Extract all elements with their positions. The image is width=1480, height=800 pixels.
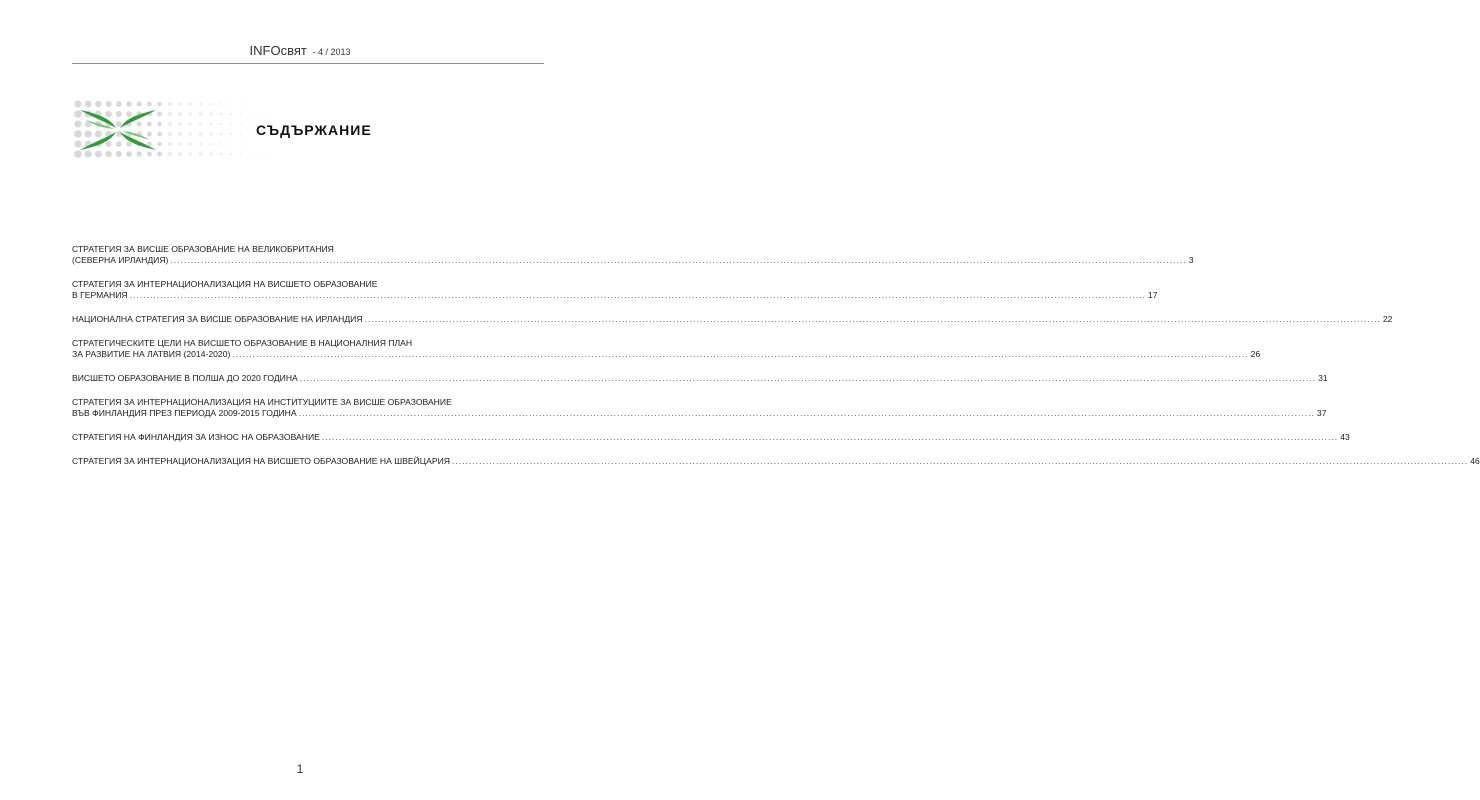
pattern-dot [220,143,222,145]
toc-entry-title-line: СТРАТЕГИЯ ЗА ВИСШЕ ОБРАЗОВАНИЕ НА ВЕЛИКОБРИТАНИЯ [72,244,334,254]
pattern-dot [106,141,112,147]
pattern-dot [189,142,192,145]
pattern-dot [85,101,92,108]
pattern-dot [178,152,182,156]
toc-page-number: 26 [1250,349,1261,359]
dot-leader: ............................................................................................................................................................................................................................................................................................................ [451,456,1469,466]
toc-entry-title-line: ВЪВ ФИНЛАНДИЯ ПРЕЗ ПЕРИОДА 2009-2015 ГОДИНА [72,408,297,418]
toc-page-number: 3 [1188,255,1194,265]
pattern-dot [116,111,122,117]
page-title: СЪДЪРЖАНИЕ [256,122,372,138]
pattern-dot [157,152,162,157]
pattern-dot [168,102,172,106]
pattern-dot [199,123,202,126]
pattern-dot [126,151,132,157]
pattern-dot [178,112,182,116]
pattern-dot [251,153,252,154]
dot-leader: ............................................................................................................................................................................................................................................................................................................ [299,373,1317,383]
pattern-dot [188,152,192,156]
toc-entry-title-line: (СЕВЕРНА ИРЛАНДИЯ) [72,255,169,265]
pattern-dot [261,143,262,144]
pattern-dot [95,151,102,158]
pattern-dot [230,143,232,145]
pattern-dot [220,123,222,125]
pattern-dot [168,122,172,126]
pattern-dot [230,103,232,105]
pattern-dot [188,132,192,136]
toc-entry[interactable] [72,456,1480,467]
pattern-dot [178,142,182,146]
pattern-dot [116,141,122,147]
toc-page-number: 37 [1316,408,1327,418]
dot-leader: ............................................................................................................................................................................................................................................................................................................ [298,408,1315,418]
toc-entry-title-line: ВИСШЕТО ОБРАЗОВАНИЕ В ПОЛША ДО 2020 ГОДИНА [72,373,298,383]
toc-page-number: 17 [1147,290,1158,300]
pattern-dot [74,110,82,118]
pattern-dot [230,113,232,115]
logo-icon [72,98,282,162]
pattern-dot [95,131,102,138]
pattern-dot [261,153,262,154]
pattern-dot [126,141,131,146]
pattern-dot [251,113,252,114]
toc-entry-title-line: СТРАТЕГИЯ НА ФИНЛАНДИЯ ЗА ИЗНОС НА ОБРАЗОВАНИЕ [72,432,320,442]
pattern-dot [209,133,212,136]
pattern-dot [271,113,272,114]
pattern-dot [199,143,202,146]
toc-entry-title-line: СТРАТЕГИЧЕСКИТЕ ЦЕЛИ НА ВИСШЕТО ОБРАЗОВАНИЕ В НАЦИОНАЛНИЯ ПЛАН [72,338,413,348]
toc-entry[interactable] [72,279,1158,301]
toc-entry-title-line: СТРАТЕГИЯ ЗА ИНТЕРНАЦИОНАЛИЗАЦИЯ НА ВИСШЕТО ОБРАЗОВАНИЕ [72,279,378,289]
header-rule [72,63,544,64]
pattern-dot [126,101,131,106]
pattern-dot [116,131,122,137]
dot-leader: ............................................................................................................................................................................................................................................................................................................ [170,255,1187,265]
pattern-dot [209,113,212,116]
pattern-dot [178,122,182,126]
pattern-dot [126,111,132,117]
pattern-dot [271,103,272,104]
pattern-dot [230,153,232,155]
pattern-dot [157,132,162,137]
pattern-dot [230,133,232,135]
pattern-dot [189,122,192,125]
pattern-dot [220,103,222,105]
pattern-dot [199,112,202,115]
toc-page-number: 22 [1382,314,1393,324]
pattern-dot [209,153,212,156]
pattern-dot [240,143,241,144]
pattern-dot [116,151,122,157]
pattern-dot [74,120,81,127]
dot-pattern [74,100,272,157]
pattern-dot [157,122,161,126]
pattern-dot [199,132,202,135]
pattern-dot [199,152,202,155]
toc-entry[interactable] [72,432,1350,443]
toc-entry-title-line: СТРАТЕГИЯ ЗА ИНТЕРНАЦИОНАЛИЗАЦИЯ НА ВИСШЕТО ОБРАЗОВАНИЕ НА ШВЕЙЦАРИЯ [72,456,450,466]
pattern-dot [74,130,82,138]
pattern-dot [251,103,252,104]
toc-entry[interactable] [72,373,1328,384]
pattern-dot [261,103,262,104]
pattern-dot [251,123,252,124]
pattern-dot [116,121,122,127]
pattern-dot [240,133,242,135]
pattern-dot [85,130,92,137]
pattern-dot [168,132,172,136]
toc-entry-title-line: ЗА РАЗВИТИЕ НА ЛАТВИЯ (2014-2020) [72,349,231,359]
issue-number: - 4 / 2013 [312,47,351,57]
pattern-dot [209,103,212,106]
pattern-dot [220,153,223,156]
pattern-dot [74,140,81,147]
pattern-dot [147,102,152,107]
toc-page-number: 46 [1470,456,1480,466]
toc-entry-title-line: НАЦИОНАЛНА СТРАТЕГИЯ ЗА ВИСШЕ ОБРАЗОВАНИЕ НА ИРЛАНДИЯ [72,314,363,324]
pattern-dot [137,121,142,126]
pattern-dot [240,153,242,155]
pattern-dot [189,102,192,105]
pattern-dot [106,101,112,107]
pattern-dot [157,102,161,106]
pattern-dot [136,151,141,156]
pattern-dot [230,123,232,125]
pattern-dot [157,142,161,146]
pattern-dot [105,151,112,158]
toc-entry-title-line: СТРАТЕГИЯ ЗА ИНТЕРНАЦИОНАЛИЗАЦИЯ НА ИНСТИТУЦИИТЕ ЗА ВИСШЕ ОБРАЗОВАНИЕ [72,397,452,407]
pattern-dot [271,153,272,154]
pattern-dot [74,100,81,107]
page-number: 1 [296,762,304,776]
pattern-dot [209,143,212,146]
toc-entry[interactable] [72,314,1393,325]
toc-page-number: 31 [1318,373,1328,383]
pattern-dot [220,113,223,116]
toc-page-number: 43 [1340,432,1350,442]
dot-leader: ............................................................................................................................................................................................................................................................................................................ [129,290,1146,300]
pattern-dot [147,151,152,156]
pattern-dot [271,143,272,144]
pattern-dot [178,132,182,136]
toc-entry-title-line: В ГЕРМАНИЯ [72,290,128,300]
dot-leader: ............................................................................................................................................................................................................................................................................................................ [364,314,1381,324]
pattern-dot [147,131,152,136]
pattern-dot [168,142,172,146]
pattern-dot [157,112,162,117]
pattern-dot [137,101,142,106]
pattern-dot [178,102,182,106]
pattern-dot [261,113,262,114]
journal-title: INFOсвят [249,43,307,58]
pattern-dot [240,123,241,124]
table-of-contents [72,244,1480,480]
toc-entry[interactable] [72,397,1327,419]
pattern-dot [209,123,212,126]
running-header [0,43,600,58]
pattern-dot [220,133,223,136]
pattern-dot [240,113,242,115]
pattern-dot [251,143,252,144]
pattern-dot [188,112,192,116]
pattern-dot [116,101,122,107]
pattern-dot [199,103,202,106]
pattern-dot [240,103,241,104]
pattern-dot [147,122,152,127]
dot-leader: ............................................................................................................................................................................................................................................................................................................ [321,432,1339,442]
pattern-dot [85,150,92,157]
toc-entry[interactable] [72,244,1194,266]
pattern-dot [168,152,172,156]
pattern-dot [95,101,101,107]
pattern-dot [105,111,112,118]
pattern-dot [251,133,252,134]
pattern-dot [74,150,82,158]
toc-entry[interactable] [72,338,1261,360]
pattern-dot [168,112,172,116]
dot-leader: ............................................................................................................................................................................................................................................................................................................ [232,349,1249,359]
